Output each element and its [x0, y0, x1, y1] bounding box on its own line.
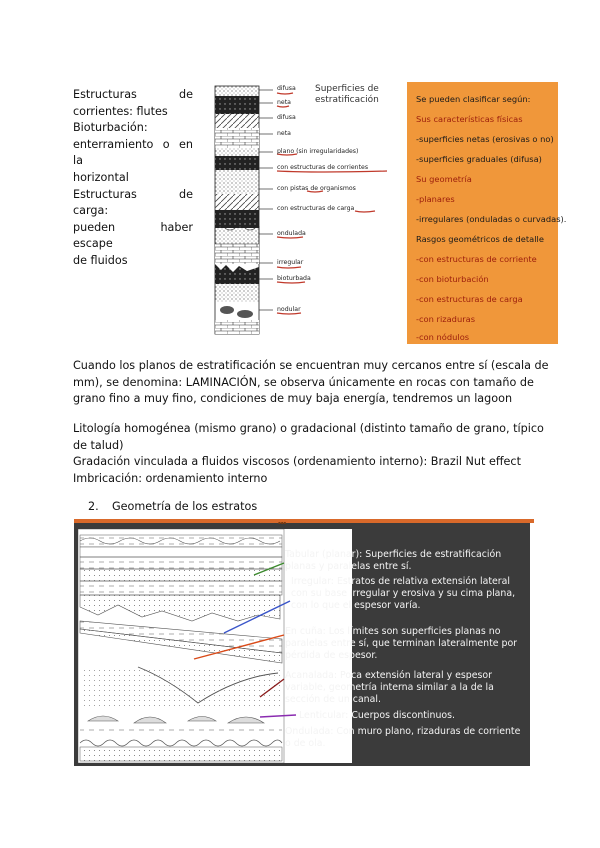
paragraph-line: Imbricación: ordenamiento interno	[73, 471, 268, 485]
left-notes-word: de	[179, 88, 193, 101]
arrow-irregular	[224, 601, 290, 633]
classification-panel	[407, 82, 567, 344]
arrow-tabular	[254, 563, 284, 575]
classification-line: -superficies netas (erosivas o no)	[416, 134, 554, 144]
lithology-paragraph	[73, 421, 544, 487]
column-label: con estructuras de carga	[277, 205, 355, 212]
bed-geometry-figure	[74, 519, 530, 766]
classification-line: Se pueden clasificar según:	[416, 94, 531, 104]
section-number: 2.	[88, 500, 99, 513]
section-title: Geometría de los estratos	[112, 500, 258, 513]
left-notes-line: Estructuras de carga:	[73, 187, 193, 218]
left-notes-line: enterramiento o en la	[73, 137, 193, 168]
left-notes-word: Estructuras	[73, 88, 137, 101]
left-notes-line: de fluidos	[73, 253, 128, 267]
lamination-paragraph	[73, 358, 549, 408]
left-notes	[73, 87, 193, 270]
classification-line: -irregulares (onduladas o curvadas).	[416, 214, 567, 224]
geometry-text-line: o de ola.	[285, 738, 326, 749]
geometry-text-line: variable, geometría interna similar a la de la	[285, 682, 494, 693]
geometry-text-line: sección de un canal.	[285, 694, 381, 705]
figure1-caption	[315, 84, 379, 106]
column-label: con estructuras de corrientes	[277, 164, 369, 171]
figure2-corner-mark: ▪▪▪	[278, 520, 287, 525]
geometry-text-line: pérdida de espesor.	[285, 650, 378, 661]
paragraph-line: de talud)	[73, 438, 124, 452]
geometry-text-line: Lenticular: Cuerpos discontinuos.	[299, 710, 456, 721]
left-notes-line: pueden haber escape	[73, 220, 193, 251]
paragraph-line: grano fino a muy fino, condiciones de muy baja energía, tendremos un lagoon	[73, 392, 513, 406]
left-notes-line: corrientes: flutes	[73, 104, 168, 118]
geometry-text-line: planas y paralelas entre sí.	[285, 561, 412, 572]
geometry-text-line: Irregular: Estratos de relativa extensión lateral	[291, 576, 510, 587]
classification-line: Rasgos geométricos de detalle	[416, 234, 544, 244]
geometry-text-line: con su base irregular y erosiva y su cima plana,	[291, 588, 516, 599]
arrow-wedge	[194, 635, 284, 659]
paragraph-line: Gradación vinculada a fluidos viscosos (ordenamiento interno): Brazil Nut effect	[73, 455, 521, 469]
geometry-text-line: paralelas entre sí, que terminan lateralmente por	[285, 638, 518, 649]
classification-line: -planares	[416, 194, 455, 204]
column-label: con pistas de organismos	[277, 185, 356, 192]
column-label: neta	[277, 130, 291, 137]
classification-line: -con bioturbación	[416, 274, 489, 284]
paragraph-line: Cuando los planos de estratificación se encuentran muy cercanos entre sí (escala de	[73, 359, 549, 372]
column-label: nodular	[277, 306, 301, 313]
figure1-caption-line: estratificación	[315, 95, 379, 105]
classification-line: -con estructuras de corriente	[416, 254, 537, 264]
classification-line: Sus características físicas	[416, 114, 523, 124]
geometry-text-line: Ondulada: Con muro plano, rizaduras de corriente	[285, 726, 521, 737]
paragraph-line: Litología homogénea (mismo grano) o gradacional (distinto tamaño de grano, típico	[73, 422, 544, 435]
figure2-arrows	[74, 519, 530, 766]
classification-line: Su geometría	[416, 174, 472, 184]
sediment-column-drawing	[203, 82, 407, 344]
classification-line: -con rizaduras	[416, 314, 476, 324]
column-label: difusa	[277, 85, 296, 92]
classification-line: -superficies graduales (difusa)	[416, 154, 542, 164]
column-label: irregular	[277, 259, 304, 266]
stratification-surfaces-figure	[203, 82, 407, 344]
left-notes-line	[73, 87, 193, 104]
column-label: plano (sin irregularidades)	[277, 148, 359, 155]
classification-line: -con estructuras de carga	[416, 294, 523, 304]
arrow-lenticular	[260, 715, 296, 717]
geometry-text-line: En cuña: Los límites son superficies planas no	[285, 626, 501, 637]
section-heading	[88, 500, 257, 513]
geometry-text-line: Tabular (planar): Superficies de estratificación	[285, 549, 502, 560]
geometry-text-line: Acanalada: Poca extensión lateral y espesor	[285, 670, 492, 681]
figure1-caption-line: Superficies de	[315, 84, 379, 94]
column-label: ondulada	[277, 230, 306, 237]
paragraph-line: mm), se denomina: LAMINACIÓN, se observa únicamente en rocas con tamaño de	[73, 375, 534, 389]
left-notes-line: Bioturbación:	[73, 121, 148, 135]
column-label: bioturbada	[277, 275, 311, 282]
left-notes-line: horizontal	[73, 170, 129, 184]
classification-line: -con nódulos	[416, 332, 470, 342]
column-label: difusa	[277, 114, 296, 121]
geometry-text-line: con lo que el espesor varía.	[291, 600, 421, 611]
arrow-channel	[260, 679, 284, 697]
column-label: neta	[277, 99, 291, 106]
